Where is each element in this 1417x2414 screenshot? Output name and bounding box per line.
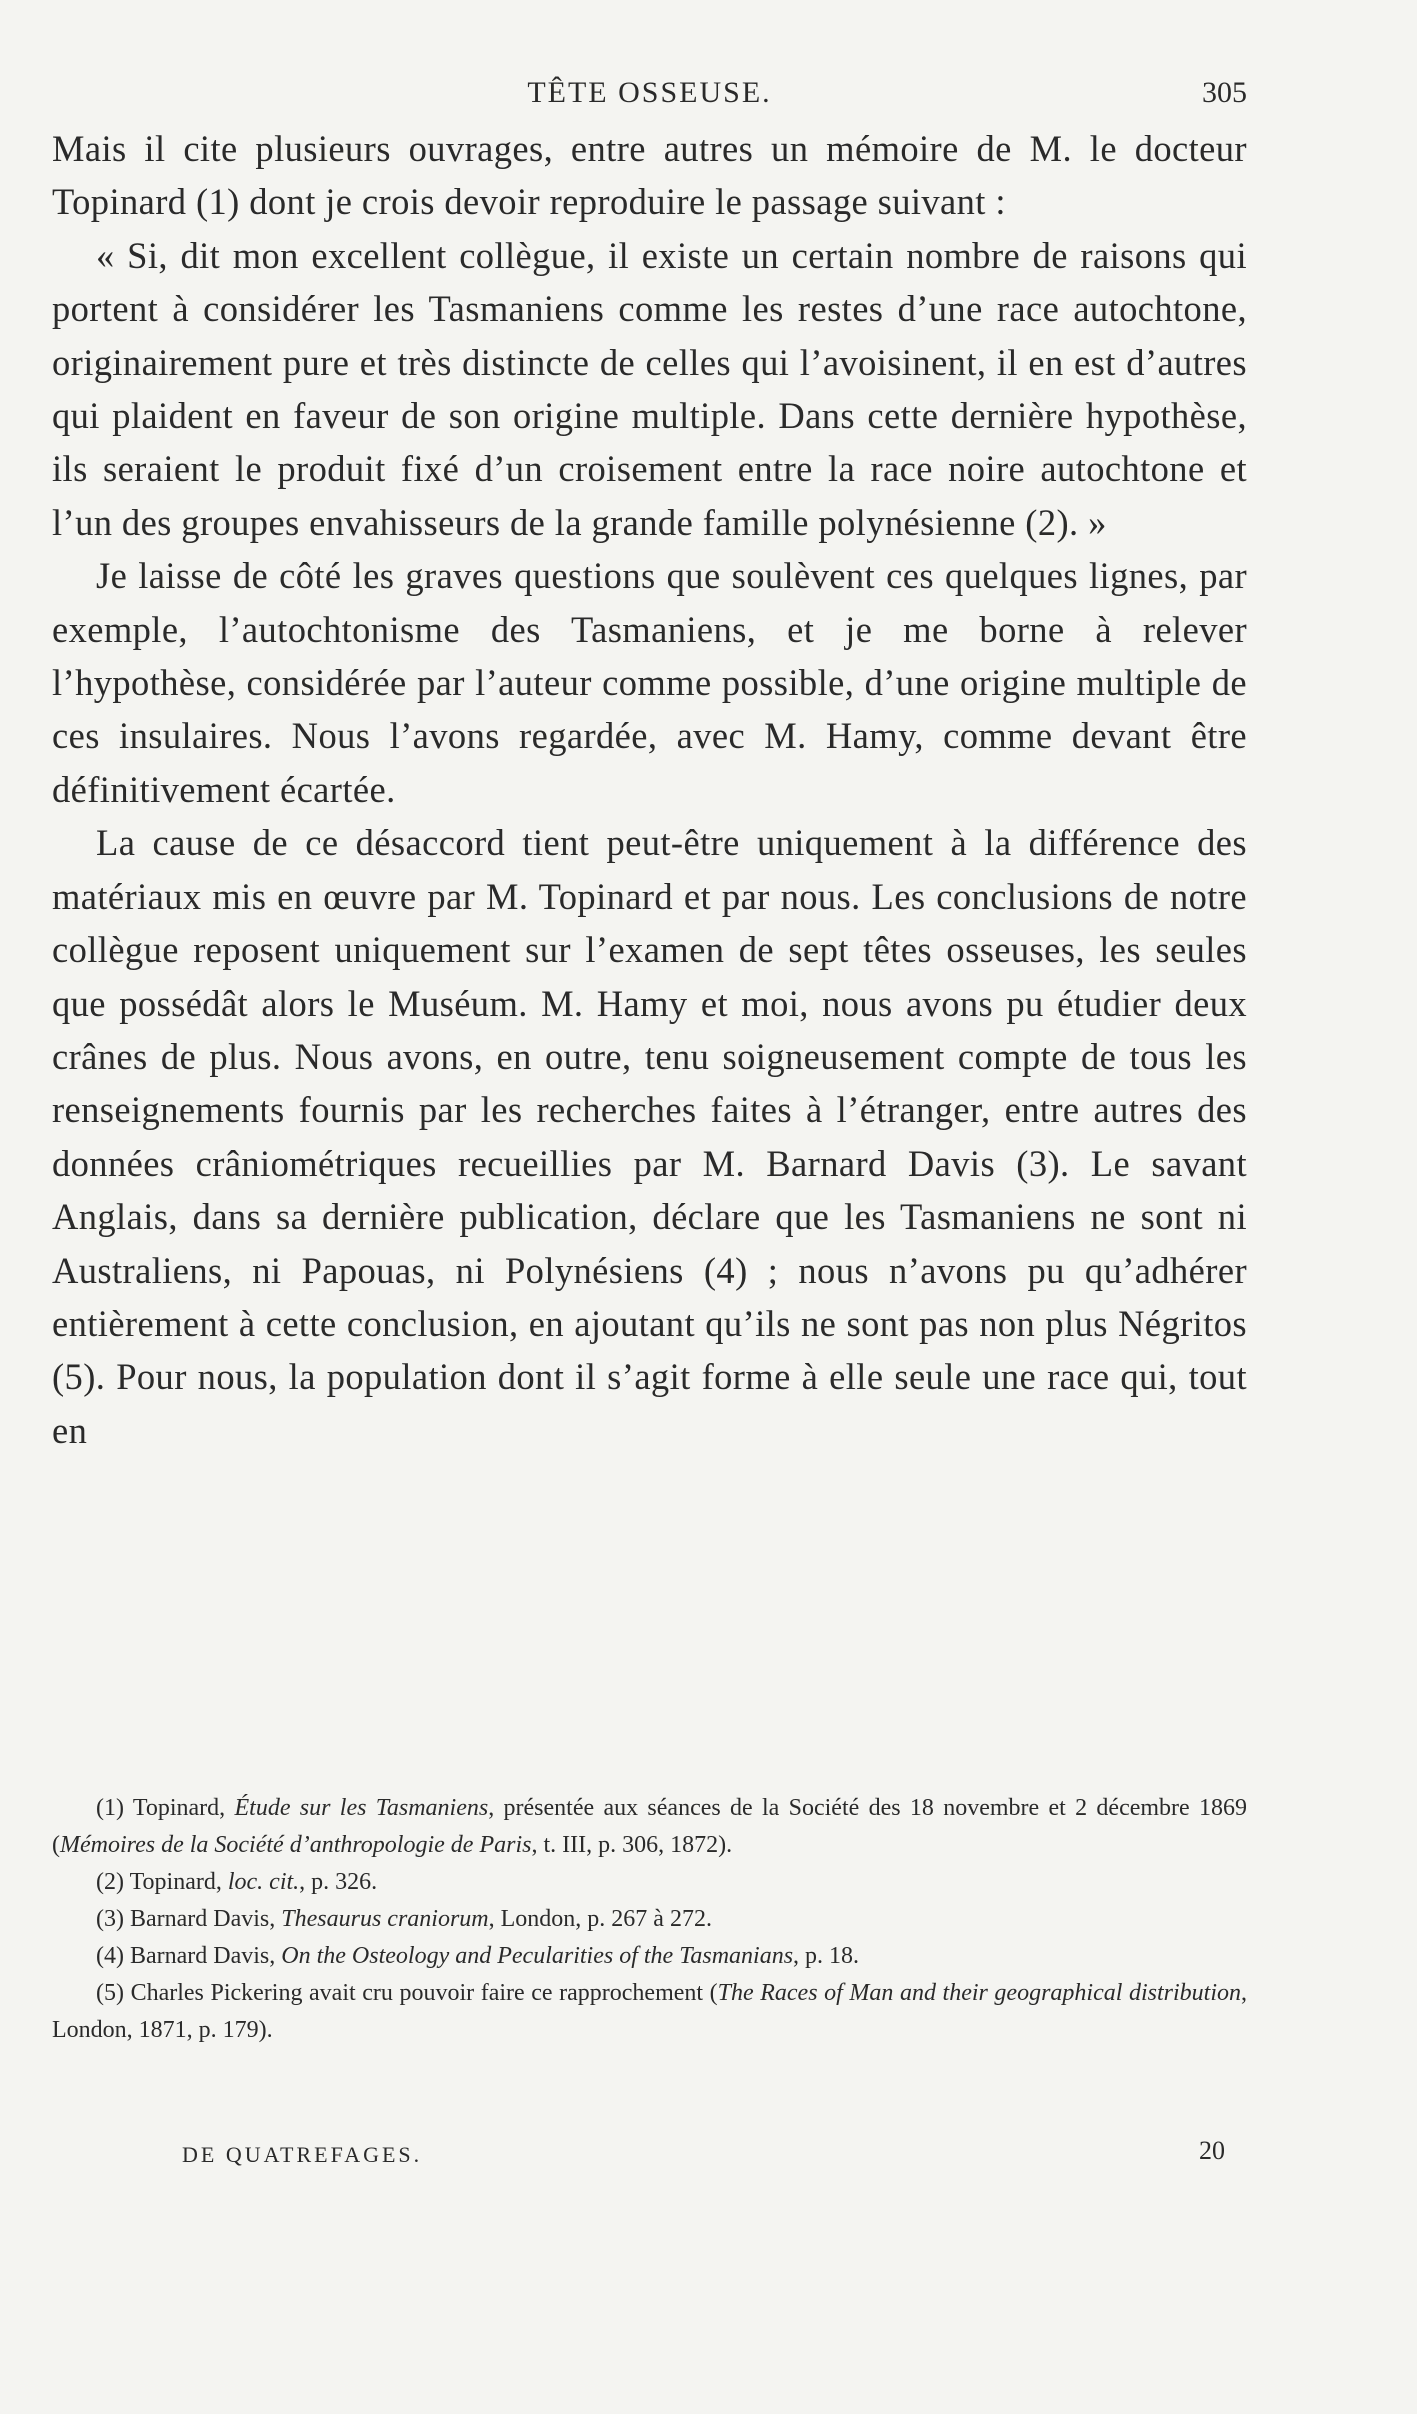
footnote-mark: (5) <box>96 1980 124 2006</box>
footnote <box>52 1864 1247 1901</box>
book-page <box>52 70 1247 1457</box>
footnote-text: , London, p. 267 à 272. <box>488 1906 712 1932</box>
footnote-mark: (3) <box>96 1906 124 1932</box>
sheet-number: 20 <box>1199 2136 1225 2165</box>
paragraph: Je laisse de côté les graves questions que soulèvent ces quelques lignes, par exemple, l’autochtonisme des Tasmaniens, et je me borne à relever l’hypothèse, considérée par l’auteur comme possible, d’une origine multiple de ces insulaires. Nous l’avons regardée, avec M. Hamy, comme devant être définitivement écartée. <box>52 555 1247 810</box>
body-text <box>52 122 1247 1457</box>
footnote-text: Topinard, <box>129 1869 228 1895</box>
footnote-title: Mémoires de la Société d’anthropologie de Paris <box>60 1832 532 1858</box>
paragraph: Mais il cite plusieurs ouvrages, entre autres un mémoire de M. le docteur Topinard (1) dont je crois devoir reproduire le passage suivant : <box>52 128 1247 223</box>
footnote-text: , t. III, p. 306, 1872). <box>531 1832 733 1858</box>
paragraph: La cause de ce désaccord tient peut-être uniquement à la différence des matériaux mis en œuvre par M. Topinard et par nous. Les conclusions de notre collègue reposent uniquement sur l’examen de sept têtes osseuses, les seules que possédât alors le Muséum. M. Hamy et moi, nous avons pu étudier deux crânes de plus. Nous avons, en outre, tenu soigneusement compte de tous les renseignements fournis par les recherches faites à l’étranger, entre autres des données crâniométriques recueillies par M. Barnard Davis (3). Le savant Anglais, dans sa dernière publication, déclare que les Tasmaniens ne sont ni Australiens, ni Papouas, ni Polynésiens (4) ; nous n’avons pu qu’adhérer entièrement à cette conclusion, en ajoutant qu’ils ne sont pas non plus Négritos (5). Pour nous, la population dont il s’agit forme à elle seule une race qui, tout en <box>52 822 1247 1451</box>
footnote-title: Thesaurus craniorum <box>281 1906 489 1932</box>
footnote-title: loc. cit. <box>227 1869 300 1895</box>
footnote <box>52 1901 1247 1938</box>
footnote-text: , p. 326. <box>299 1869 378 1895</box>
paragraph: « Si, dit mon excellent collègue, il existe un certain nombre de raisons qui portent à considérer les Tasmaniens comme les restes d’une race autochtone, originairement pure et très distincte de celles qui l’avoisinent, il en est d’autres qui plaident en faveur de son origine multiple. Dans cette dernière hypothèse, ils seraient le produit fixé d’un croisement entre la race noire autochtone et l’un des groupes envahisseurs de la grande famille polynésienne (2). » <box>52 234 1247 543</box>
footnote-title: Étude sur les Tasmaniens <box>234 1795 489 1821</box>
footnote-text: Barnard Davis, <box>129 1906 282 1932</box>
footnote-mark: (4) <box>96 1943 124 1969</box>
footnote <box>52 1790 1247 1864</box>
footnote-text: , présentée aux séances de la Société des 18 novembre et 2 décembre 1869 ( <box>52 1795 1247 1858</box>
running-head <box>52 70 1247 122</box>
footnotes <box>52 1790 1247 2049</box>
footnote-text: , London, 1871, p. 179). <box>52 1980 1248 2043</box>
footnote-text: , p. 18. <box>793 1943 860 1969</box>
running-title: TÊTE OSSEUSE. <box>527 76 772 109</box>
footnote-text: Barnard Davis, <box>129 1943 282 1969</box>
footnote-text: Charles Pickering avait cru pouvoir faire ce rapprochement ( <box>130 1980 718 2006</box>
footnote <box>52 1975 1247 2049</box>
footnote-mark: (2) <box>96 1869 124 1895</box>
page-number: 305 <box>1202 76 1247 109</box>
footnote-mark: (1) <box>96 1795 124 1821</box>
author-signature: DE QUATREFAGES. <box>182 2142 423 2167</box>
footnote <box>52 1938 1247 1975</box>
footnote-title: The Races of Man and their geographical distribution <box>717 1980 1242 2006</box>
footnote-title: On the Osteology and Pecularities of the Tasmanians <box>281 1943 794 1969</box>
footnote-text: Topinard, <box>132 1795 235 1821</box>
